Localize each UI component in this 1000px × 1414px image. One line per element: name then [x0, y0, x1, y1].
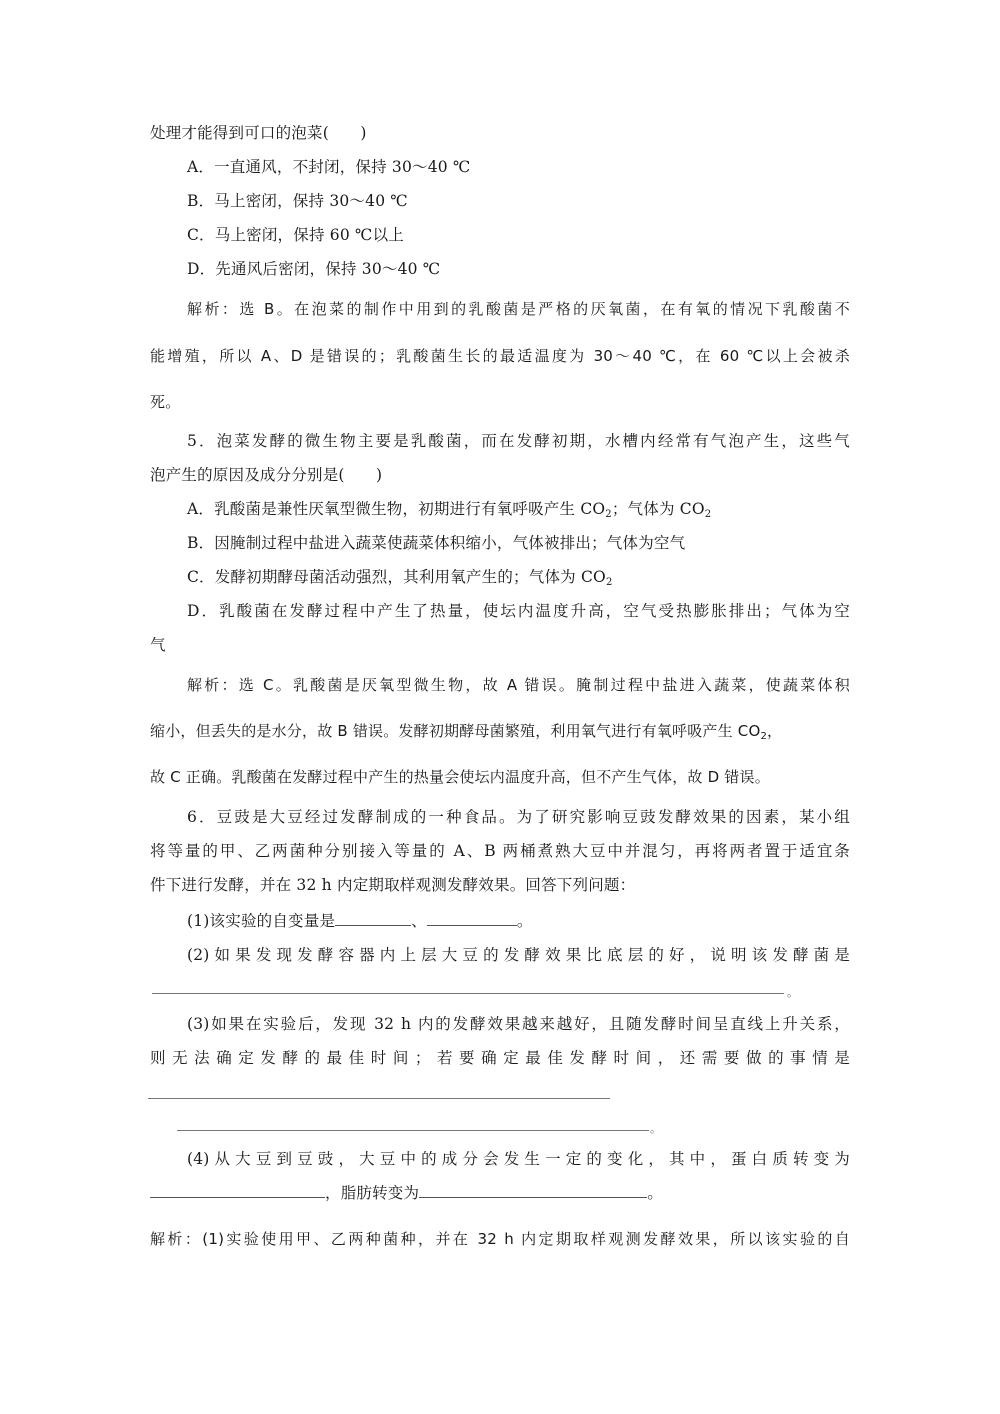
q5-option-d-line-1: D．乳酸菌在发酵过程中产生了热量，使坛内温度升高，空气受热膨胀排出；气体为空: [187, 602, 850, 620]
q6-sub1-sep: 、: [411, 912, 427, 930]
subscript: 2: [605, 577, 613, 588]
q5-analysis-line-1: 解析：选 C。乳酸菌是厌氧型微生物，故 A 错误。腌制过程中盐进入蔬菜，使蔬菜体积: [187, 676, 850, 694]
q6-sub4-mid: ，脂肪转变为: [325, 1184, 420, 1202]
q6-sub3-line-2: 则无法确定发酵的最佳时间；若要确定最佳发酵时间，还需要做的事情是: [150, 1049, 850, 1067]
q5-analysis-line-2-text: 缩小，但丢失的是水分，故 B 错误。发酵初期酵母菌繁殖，利用氧气进行有氧呼吸产生 CO: [150, 722, 761, 740]
q5-option-d-line-2: 气: [150, 636, 166, 654]
q6-stem-line-3: 件下进行发酵，并在 32 h 内定期取样观测发酵效果。回答下列问题：: [150, 876, 636, 894]
answer-blank-6[interactable]: [150, 1183, 325, 1198]
q6-sub1: [187, 911, 850, 931]
q6-sub2-line-1: (2)如果发现发酵容器内上层大豆的发酵效果比底层的好，说明该发酵菌是: [187, 946, 850, 964]
answer-blank-7[interactable]: [419, 1183, 647, 1198]
answer-blank-1[interactable]: [335, 911, 411, 926]
q5-analysis-line-3: 故 C 正确。乳酸菌在发酵过程中产生的热量会使坛内温度升高，但不产生气体，故 D 错误。: [150, 768, 770, 786]
q6-sub1-end: 。: [516, 912, 533, 930]
q4-option-b: B．马上密闭，保持 30～40 ℃: [187, 192, 408, 210]
q5-option-c: [187, 567, 850, 587]
answer-blank-4[interactable]: [148, 1098, 610, 1099]
q4-analysis-line-2: 能增殖，所以 A、D 是错误的；乳酸菌生长的最适温度为 30～40 ℃，在 60 ℃以上会被杀: [150, 347, 850, 365]
q6-sub4-line-2: [150, 1183, 850, 1203]
q4-analysis-line-3: 死。: [150, 393, 181, 411]
q6-analysis-start: 解析：(1)实验使用甲、乙两种菌种，并在 32 h 内定期取样观测发酵效果，所以该实验的自: [150, 1230, 850, 1248]
subscript: 2: [605, 509, 612, 520]
q6-sub1-text: (1)该实验的自变量是: [187, 912, 336, 930]
q4-analysis-line-1: 解析：选 B。在泡菜的制作中用到的乳酸菌是严格的厌氧菌，在有氧的情况下乳酸菌不: [187, 300, 850, 318]
q5-option-c-text: C．发酵初期酵母菌活动强烈，其利用氧产生的；气体为 CO: [187, 568, 606, 586]
q6-sub3-line-1: (3)如果在实验后，发现 32 h 内的发酵效果越来越好，且随发酵时间呈直线上升关系，: [187, 1015, 850, 1033]
q5-option-a-text: A．乳酸菌是兼性厌氧型微生物，初期进行有氧呼吸产生 CO: [187, 500, 606, 518]
answer-blank-2[interactable]: [427, 911, 517, 926]
q6-stem-line-1: 6．豆豉是大豆经过发酵制成的一种食品。为了研究影响豆豉发酵效果的因素，某小组: [187, 808, 850, 826]
q5-stem-line-2: 泡产生的原因及成分分别是( ): [150, 466, 383, 484]
q5-option-a: [187, 499, 850, 519]
q6-stem-line-2: 将等量的甲、乙两菌种分别接入等量的 A、B 两桶煮熟大豆中并混匀，再将两者置于适宜条: [150, 842, 850, 860]
answer-blank-3[interactable]: [152, 993, 784, 994]
answer-blank-5[interactable]: [177, 1130, 649, 1131]
q5-analysis-line-2: [150, 721, 850, 741]
subscript: 2: [704, 509, 712, 520]
q5-stem-line-1: 5．泡菜发酵的微生物主要是乳酸菌，而在发酵初期，水槽内经常有气泡产生，这些气: [187, 432, 850, 450]
q6-sub4-line-1: (4)从大豆到豆豉，大豆中的成分会发生一定的变化，其中，蛋白质转变为: [187, 1150, 850, 1168]
q6-sub3-end: 。: [650, 1122, 661, 1135]
q5-analysis-line-2-tail: ，: [767, 722, 783, 740]
q5-option-b: B．因腌制过程中盐进入蔬菜使蔬菜体积缩小，气体被排出；气体为空气: [187, 534, 686, 552]
q4-option-c: C．马上密闭，保持 60 ℃以上: [187, 226, 404, 244]
q4-option-d: D．先通风后密闭，保持 30～40 ℃: [187, 260, 441, 278]
q6-sub2-end: 。: [787, 986, 798, 999]
q4-stem-tail: 处理才能得到可口的泡菜( ): [150, 124, 367, 142]
subscript: 2: [760, 731, 768, 742]
q4-option-a: A．一直通风，不封闭，保持 30～40 ℃: [187, 158, 471, 176]
q5-option-a-text-2: ；气体为 CO: [611, 500, 705, 518]
q6-sub4-end: 。: [647, 1184, 663, 1202]
